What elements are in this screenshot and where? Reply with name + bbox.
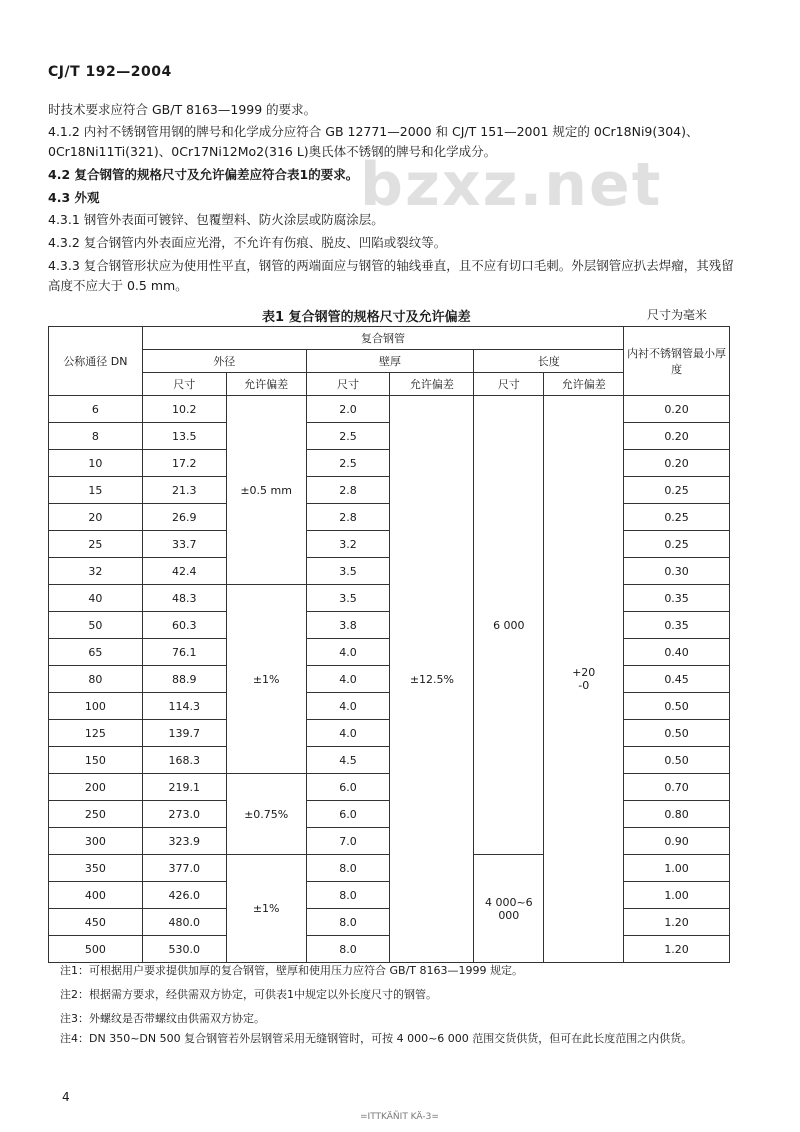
cell-dn: 20 [49,504,143,531]
cell-min-thk: 0.80 [624,801,730,828]
cell-dn: 65 [49,639,143,666]
cell-dn: 8 [49,423,143,450]
paragraph-4-2: 4.2 复合钢管的规格尺寸及允许偏差应符合表1的要求。 [48,167,359,182]
header-od: 外径 [142,350,306,373]
header-dn: 公称通径 DN [49,327,143,396]
cell-dn: 40 [49,585,143,612]
cell-wall: 8.0 [306,909,390,936]
cell-od: 13.5 [142,423,226,450]
cell-length-size: 6 000 [474,396,544,855]
note-2: 注2：根据需方要求，经供需双方协定，可供表1中规定以外长度尺寸的钢管。 [60,988,437,1001]
table-row [49,720,730,747]
cell-wall: 8.0 [306,855,390,882]
cell-min-thk: 0.25 [624,531,730,558]
header-od-tol: 允许偏差 [226,373,306,396]
cell-dn: 80 [49,666,143,693]
cell-length-tol [544,396,624,963]
cell-od: 273.0 [142,801,226,828]
table-row [49,450,730,477]
cell-dn: 350 [49,855,143,882]
cell-wall: 2.8 [306,477,390,504]
cell-od-tol: ±1% [226,855,306,963]
table-row [49,477,730,504]
cell-dn: 150 [49,747,143,774]
cell-wall: 8.0 [306,936,390,963]
table-row [49,774,730,801]
table-row [49,558,730,585]
paragraph-4-3-2: 4.3.2 复合钢管内外表面应光滑，不允许有伤痕、脱皮、凹陷或裂纹等。 [48,235,447,250]
cell-od: 17.2 [142,450,226,477]
cell-od-tol: ±0.75% [226,774,306,855]
paragraph-intro: 时技术要求应符合 GB/T 8163—1999 的要求。 [48,102,317,117]
cell-min-thk: 0.45 [624,666,730,693]
length-tol-plus: +20 [572,666,596,679]
note-4: 注4：DN 350~DN 500 复合钢管若外层钢管采用无缝钢管时，可按 4 000~6 000 范围交货供货，但可在此长度范围之内供货。 [60,1032,693,1045]
cell-wall: 7.0 [306,828,390,855]
header-wall-size: 尺寸 [306,373,390,396]
cell-wall: 3.8 [306,612,390,639]
cell-min-thk: 1.00 [624,882,730,909]
cell-dn: 500 [49,936,143,963]
cell-dn: 25 [49,531,143,558]
cell-od: 33.7 [142,531,226,558]
cell-wall: 4.5 [306,747,390,774]
cell-dn: 125 [49,720,143,747]
cell-dn: 10 [49,450,143,477]
cell-wall: 8.0 [306,882,390,909]
standard-code: CJ/T 192—2004 [48,64,172,80]
table-row [49,801,730,828]
table-row [49,585,730,612]
cell-od: 323.9 [142,828,226,855]
paragraph-4-3-3: 4.3.3 复合钢管形状应为使用性平直，钢管的两端面应与钢管的轴线垂直，且不应有切口毛刺。外层钢管应扒去焊瘤，其残留高度不应大于 0.5 mm。 [48,258,734,293]
table-row [49,504,730,531]
cell-od: 114.3 [142,693,226,720]
cell-min-thk: 0.70 [624,774,730,801]
header-length-size: 尺寸 [474,373,544,396]
cell-dn: 450 [49,909,143,936]
table-row [49,828,730,855]
cell-od: 426.0 [142,882,226,909]
cell-od: 21.3 [142,477,226,504]
header-length-tol: 允许偏差 [544,373,624,396]
cell-min-thk: 0.40 [624,639,730,666]
cell-wall: 4.0 [306,666,390,693]
table-row [49,666,730,693]
table-row [49,693,730,720]
cell-min-thk: 0.35 [624,612,730,639]
table-row [49,909,730,936]
paragraph-4-1-2: 4.1.2 内衬不锈钢管用钢的牌号和化学成分应符合 GB 12771—2000 和 CJ/T 151—2001 规定的 0Cr18Ni9(304)、0Cr18Ni11Ti(321)、0Cr17Ni12Mo2(316 L)奥氏体不锈钢的牌号和化学成分。 [48,124,699,159]
cell-od-tol: ±0.5 mm [226,396,306,585]
cell-od: 139.7 [142,720,226,747]
table-row [49,639,730,666]
table-row [49,396,730,423]
cell-dn: 6 [49,396,143,423]
footer-mark: =ITTKÄÑIT KÄ-3= [360,1112,439,1122]
cell-od: 377.0 [142,855,226,882]
cell-wall: 3.5 [306,585,390,612]
watermark: bzxz.net [360,150,663,220]
cell-min-thk: 0.90 [624,828,730,855]
cell-min-thk: 1.20 [624,909,730,936]
cell-wall: 6.0 [306,801,390,828]
cell-dn: 200 [49,774,143,801]
cell-od: 26.9 [142,504,226,531]
table-unit-label: 尺寸为毫米 [647,308,708,322]
table-row [49,423,730,450]
header-wall-tol: 允许偏差 [390,373,474,396]
cell-dn: 100 [49,693,143,720]
cell-wall: 4.0 [306,693,390,720]
table-row [49,531,730,558]
cell-min-thk: 0.50 [624,693,730,720]
note-3: 注3：外螺纹是否带螺纹由供需双方协定。 [60,1012,265,1025]
cell-wall: 2.8 [306,504,390,531]
cell-od: 219.1 [142,774,226,801]
cell-wall-tol: ±12.5% [390,396,474,963]
cell-dn: 300 [49,828,143,855]
cell-dn: 15 [49,477,143,504]
cell-wall: 2.5 [306,450,390,477]
header-length: 长度 [474,350,624,373]
table-row [49,855,730,882]
cell-dn: 32 [49,558,143,585]
cell-wall: 6.0 [306,774,390,801]
header-od-size: 尺寸 [142,373,226,396]
table-row [49,612,730,639]
page-number: 4 [62,1090,70,1104]
cell-min-thk: 0.20 [624,450,730,477]
cell-length-size: 4 000~6 000 [474,855,544,963]
cell-od: 42.4 [142,558,226,585]
header-composite: 复合钢管 [142,327,623,350]
cell-wall: 2.5 [306,423,390,450]
cell-min-thk: 0.25 [624,477,730,504]
cell-min-thk: 0.35 [624,585,730,612]
cell-od: 88.9 [142,666,226,693]
cell-min-thk: 0.30 [624,558,730,585]
cell-dn: 50 [49,612,143,639]
header-wall: 壁厚 [306,350,474,373]
cell-od: 48.3 [142,585,226,612]
header-min-thickness: 内衬不锈钢管最小厚度 [624,327,730,396]
table-row [49,882,730,909]
cell-wall: 4.0 [306,720,390,747]
cell-dn: 400 [49,882,143,909]
cell-min-thk: 0.50 [624,747,730,774]
length-tol-minus: -0 [578,679,590,692]
cell-min-thk: 0.20 [624,423,730,450]
table-title: 表1 复合钢管的规格尺寸及允许偏差 [262,310,471,325]
cell-min-thk: 0.50 [624,720,730,747]
table-row [49,747,730,774]
cell-min-thk: 0.20 [624,396,730,423]
cell-od: 530.0 [142,936,226,963]
cell-min-thk: 1.00 [624,855,730,882]
cell-wall: 3.2 [306,531,390,558]
cell-wall: 3.5 [306,558,390,585]
cell-dn: 250 [49,801,143,828]
cell-od: 76.1 [142,639,226,666]
paragraph-4-3: 4.3 外观 [48,190,100,205]
cell-wall: 2.0 [306,396,390,423]
cell-od: 60.3 [142,612,226,639]
cell-od: 480.0 [142,909,226,936]
cell-od: 168.3 [142,747,226,774]
table-row [49,936,730,963]
spec-table [48,326,730,963]
cell-min-thk: 1.20 [624,936,730,963]
paragraph-4-3-1: 4.3.1 钢管外表面可镀锌、包覆塑料、防火涂层或防腐涂层。 [48,212,384,227]
note-1: 注1：可根据用户要求提供加厚的复合钢管，壁厚和使用压力应符合 GB/T 8163—1999 规定。 [60,964,523,977]
cell-od-tol: ±1% [226,585,306,774]
cell-wall: 4.0 [306,639,390,666]
cell-min-thk: 0.25 [624,504,730,531]
cell-od: 10.2 [142,396,226,423]
